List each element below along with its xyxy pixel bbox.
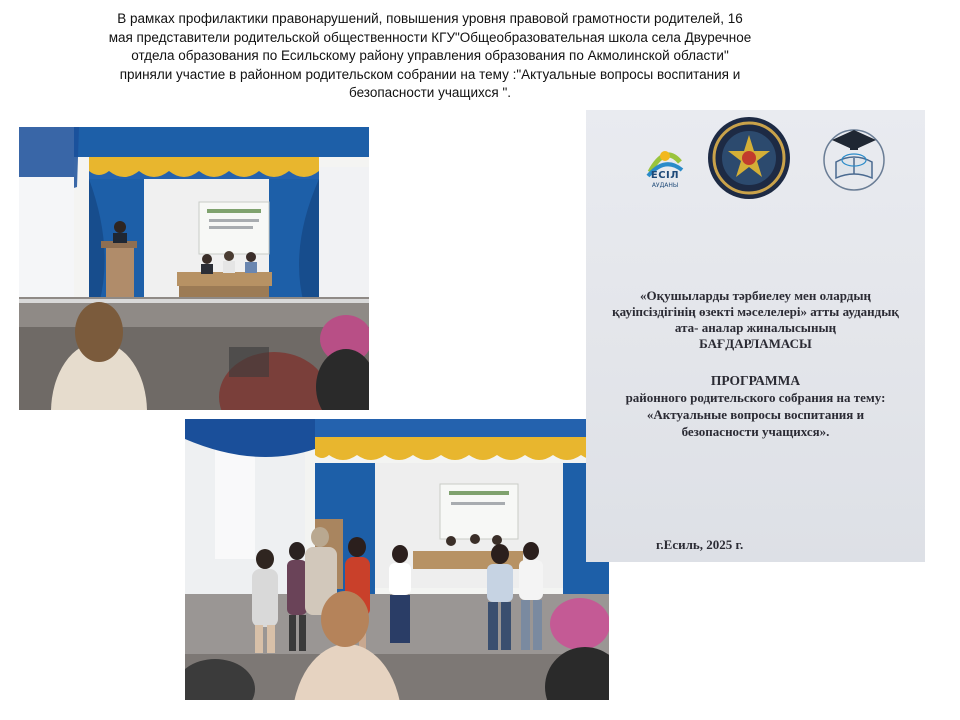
program-title-russian	[586, 372, 925, 440]
intro-text	[30, 10, 830, 103]
ru-title-line: «Актуальные вопросы воспитания и	[646, 407, 865, 422]
intro-line: приняли участие в районном родительском собрании на тему :"Актуальные вопросы воспитания и	[119, 66, 741, 82]
esil-logo-sub: АУДАНЫ	[651, 182, 679, 189]
kz-title-line: ата- аналар жиналысының	[674, 320, 837, 335]
program-cover-photo	[586, 110, 925, 562]
program-title-kazakh	[586, 288, 925, 352]
program-city-year: г.Есиль, 2025 г.	[656, 537, 744, 552]
kz-title-line: қауіпсіздігінің өзекті мәселелері» атты аудандық	[612, 304, 899, 319]
kz-title-line: БАҒДАРЛАМАСЫ	[699, 336, 812, 351]
program-logos	[586, 110, 925, 220]
kz-title-line: «Оқушыларды тәрбиелеу мен олардың	[640, 288, 871, 303]
police-emblem-logo	[706, 115, 792, 201]
ru-title-line: районного родительского собрания на тему:	[625, 390, 886, 405]
intro-line: безопасности учащихся ".	[349, 85, 511, 100]
ru-title-line: безопасности учащихся».	[681, 424, 830, 439]
meeting-photo-podium	[19, 127, 369, 410]
esil-logo-word: ЕСІЛ	[650, 170, 680, 181]
intro-line: мая представители родительской общественности КГУ"Общеобразовательная школа села Двуречное	[108, 29, 752, 45]
meeting-photo-participants	[185, 419, 609, 700]
intro-line: отдела образования по Есильскому району управления образования по Акмолинской области"	[131, 48, 729, 63]
esil-district-logo	[644, 132, 686, 190]
education-department-logo	[814, 120, 894, 196]
intro-line: В рамках профилактики правонарушений, повышения уровня правовой грамотности родителей, 16	[117, 11, 743, 26]
ru-title-line: ПРОГРАММА	[710, 373, 801, 388]
